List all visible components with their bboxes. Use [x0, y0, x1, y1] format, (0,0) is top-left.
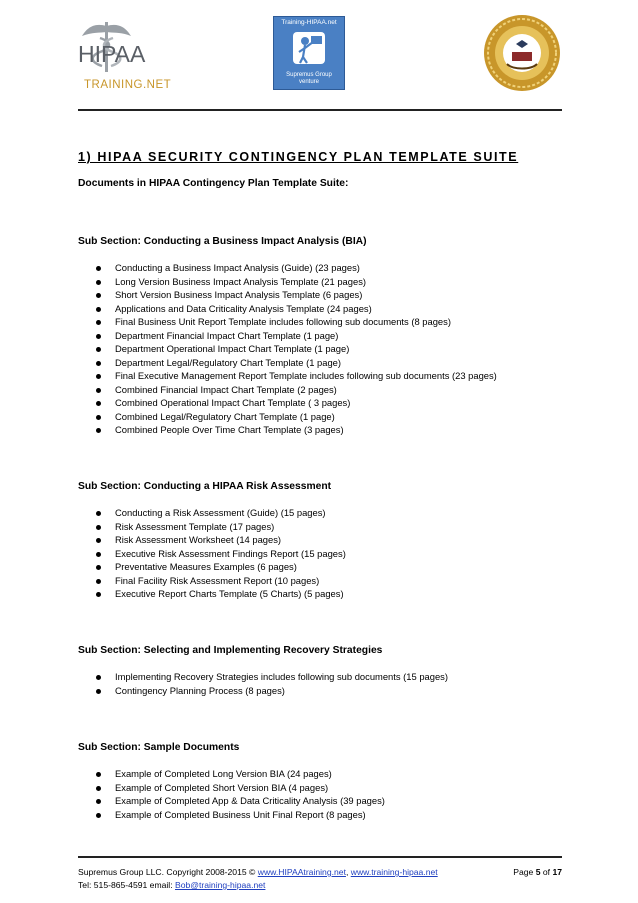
bullet-icon	[96, 592, 101, 597]
list-item: Final Facility Risk Assessment Report (10 pages)	[78, 574, 562, 588]
training-hipaa-link[interactable]: www.training-hipaa.net	[350, 867, 438, 877]
bullet-icon	[96, 675, 101, 680]
bullet-icon	[96, 361, 101, 366]
list-item: Risk Assessment Template (17 pages)	[78, 520, 562, 534]
list-item: Preventative Measures Examples (6 pages)	[78, 560, 562, 574]
trainer-figure-icon	[291, 30, 327, 66]
section-recovery-strategies	[78, 645, 562, 697]
list-item: Long Version Business Impact Analysis Template (21 pages)	[78, 275, 562, 289]
bullet-icon	[96, 415, 101, 420]
bullet-icon	[96, 786, 101, 791]
list-item: Combined Operational Impact Chart Template ( 3 pages)	[78, 396, 562, 410]
list-item: Conducting a Business Impact Analysis (Guide) (23 pages)	[78, 261, 562, 275]
list-item: Example of Completed App & Data Criticality Analysis (39 pages)	[78, 794, 562, 808]
section-sample-documents	[78, 742, 562, 821]
list-item: Contingency Planning Process (8 pages)	[78, 684, 562, 698]
bullet-icon	[96, 538, 101, 543]
bullet-icon	[96, 813, 101, 818]
list-item: Department Legal/Regulatory Chart Template (1 page)	[78, 356, 562, 370]
gold-seal-icon	[483, 14, 561, 92]
bullet-icon	[96, 280, 101, 285]
bullet-icon	[96, 347, 101, 352]
logo-mid-bottom-text: Supremus Group venture	[286, 72, 332, 85]
footer-rule	[78, 856, 562, 858]
list-item: Risk Assessment Worksheet (14 pages)	[78, 533, 562, 547]
hipaatraining-link[interactable]: www.HIPAAtraining.net	[257, 867, 346, 877]
bullet-icon	[96, 428, 101, 433]
svg-text:HIPAA: HIPAA	[78, 41, 146, 67]
list-item: Example of Completed Long Version BIA (24 pages)	[78, 767, 562, 781]
bullet-icon	[96, 374, 101, 379]
training-hipaa-net-logo	[273, 16, 345, 90]
bullet-icon	[96, 388, 101, 393]
bullet-icon	[96, 552, 101, 557]
list-item: Conducting a Risk Assessment (Guide) (15 pages)	[78, 506, 562, 520]
document-list	[78, 670, 562, 697]
section-heading: Sub Section: Conducting a Business Impact Analysis (BIA)	[78, 236, 367, 247]
bullet-icon	[96, 266, 101, 271]
logo-mid-top-text: Training-HIPAA.net	[281, 19, 337, 26]
bullet-icon	[96, 525, 101, 530]
section-heading: Sub Section: Sample Documents	[78, 742, 240, 753]
bullet-icon	[96, 293, 101, 298]
section-risk-assessment	[78, 481, 562, 601]
page-title: 1) HIPAA SECURITY CONTINGENCY PLAN TEMPLATE SUITE	[78, 150, 519, 164]
list-item: Final Business Unit Report Template includes following sub documents (8 pages)	[78, 315, 562, 329]
bullet-icon	[96, 689, 101, 694]
list-item: Implementing Recovery Strategies includes following sub documents (15 pages)	[78, 670, 562, 684]
page-footer	[78, 866, 562, 892]
list-item: Combined People Over Time Chart Template (3 pages)	[78, 423, 562, 437]
hipaa-training-logo	[78, 16, 178, 98]
email-link[interactable]: Bob@training-hipaa.net	[174, 880, 266, 890]
section-heading: Sub Section: Conducting a HIPAA Risk Assessment	[78, 481, 332, 492]
list-item: Department Financial Impact Chart Template (1 page)	[78, 329, 562, 343]
page-number: Page 5 of 17	[513, 867, 562, 877]
list-item: Example of Completed Short Version BIA (4 pages)	[78, 781, 562, 795]
list-item: Combined Financial Impact Chart Template (2 pages)	[78, 383, 562, 397]
footer-line-2: Tel: 515-865-4591 email: Bob@training-hipaa.net	[78, 880, 266, 890]
bullet-icon	[96, 401, 101, 406]
list-item: Executive Report Charts Template (5 Charts) (5 pages)	[78, 587, 562, 601]
svg-text:TRAINING.NET: TRAINING.NET	[84, 79, 172, 91]
document-list	[78, 767, 562, 821]
bullet-icon	[96, 511, 101, 516]
footer-line-1: Supremus Group LLC. Copyright 2008-2015 © www.HIPAAtraining.net, www.training-hipaa.net Page 5 of 17	[78, 867, 562, 877]
section-bia	[78, 236, 562, 437]
bullet-icon	[96, 320, 101, 325]
bullet-icon	[96, 772, 101, 777]
list-item: Short Version Business Impact Analysis Template (6 pages)	[78, 288, 562, 302]
section-heading: Sub Section: Selecting and Implementing Recovery Strategies	[78, 645, 383, 656]
bullet-icon	[96, 579, 101, 584]
intro-heading: Documents in HIPAA Contingency Plan Template Suite:	[78, 178, 349, 189]
list-item: Combined Legal/Regulatory Chart Template (1 page)	[78, 410, 562, 424]
bullet-icon	[96, 799, 101, 804]
document-list	[78, 506, 562, 601]
bullet-icon	[96, 334, 101, 339]
list-item: Executive Risk Assessment Findings Report (15 pages)	[78, 547, 562, 561]
list-item: Department Operational Impact Chart Template (1 page)	[78, 342, 562, 356]
header-rule	[78, 109, 562, 111]
list-item: Example of Completed Business Unit Final Report (8 pages)	[78, 808, 562, 822]
bullet-icon	[96, 307, 101, 312]
document-list	[78, 261, 562, 437]
list-item: Final Executive Management Report Template includes following sub documents (23 pages)	[78, 369, 562, 383]
list-item: Applications and Data Criticality Analysis Template (24 pages)	[78, 302, 562, 316]
bullet-icon	[96, 565, 101, 570]
